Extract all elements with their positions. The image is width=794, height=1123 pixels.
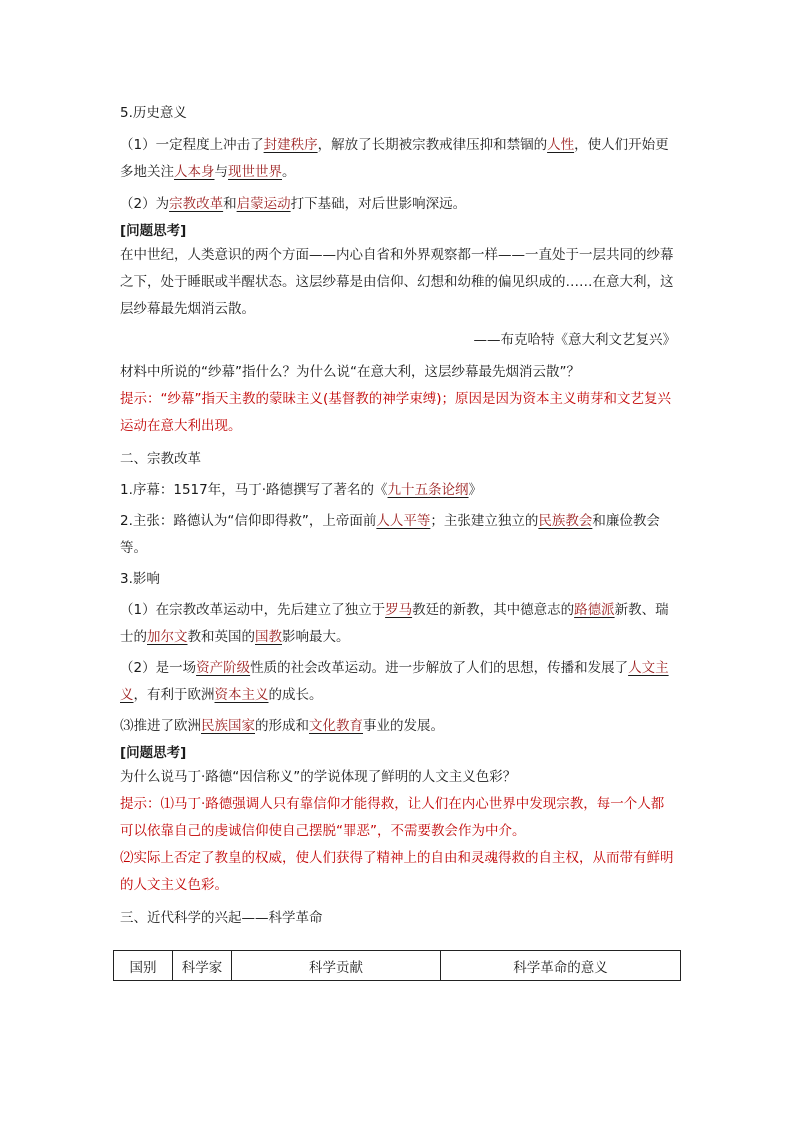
s5-paragraph-1: （1）一定程度上冲击了封建秩序，解放了长期被宗教戒律压抑和禁锢的人性，使人们开始更多地关注人本身与现世世界。	[120, 137, 669, 180]
table-header-cell: 科学贡献	[232, 951, 441, 981]
section-2-title: 二、宗教改革	[120, 451, 201, 467]
s2-item-1: 1.序幕：1517年，马丁·路德撰写了著名的《九十五条论纲》	[120, 482, 483, 498]
answer-hint-2b: ⑵实际上否定了教皇的权威，使人们获得了精神上的自由和灵魂得救的自主权，从而带有鲜明的人文主义色彩。	[120, 850, 674, 893]
answer-hint-2a: 提示：⑴马丁·路德强调人只有靠信仰才能得救，让人们在内心世界中发现宗教，每一个人都可以依靠自己的虔诚信仰使自己摆脱“罪恶”，不需要教会作为中介。	[120, 796, 665, 839]
s2-impact-2: （2）是一场资产阶级性质的社会改革运动。进一步解放了人们的思想，传播和发展了人文主义，有利于欧洲资本主义的成长。	[120, 660, 669, 703]
question-2: 为什么说马丁·路德“因信称义”的学说体现了鲜明的人文主义色彩？	[120, 769, 517, 785]
table-header-row	[114, 951, 681, 981]
section-3-title: 三、近代科学的兴起——科学革命	[120, 910, 323, 926]
s2-impact-3: ⑶推进了欧洲民族国家的形成和文化教育事业的发展。	[120, 718, 444, 734]
question-1: 材料中所说的“纱幕”指什么？为什么说“在意大利，这层纱幕最先烟消云散”？	[120, 364, 580, 380]
section-5-title: 5.历史意义	[120, 105, 187, 121]
quote-text: 在中世纪，人类意识的两个方面——内心自省和外界观察都一样——一直处于一层共同的纱幕之下，处于睡眠或半醒状态。这层纱幕是由信仰、幻想和幼稚的偏见织成的……在意大利，这层纱幕最先烟消云散。	[120, 247, 674, 317]
s5-paragraph-2: （2）为宗教改革和启蒙运动打下基础，对后世影响深远。	[120, 196, 467, 212]
science-revolution-table	[113, 950, 681, 981]
quote-source: ——布克哈特《意大利文艺复兴》	[473, 332, 676, 348]
s2-item-3: 3.影响	[120, 571, 160, 587]
table-header-cell: 科学革命的意义	[441, 951, 681, 981]
s2-item-2: 2.主张：路德认为“信仰即得救”，上帝面前人人平等；主张建立独立的民族教会和廉俭教会等。	[120, 513, 660, 556]
answer-hint-1: 提示：“纱幕”指天主教的蒙昧主义(基督教的神学束缚)；原因是因为资本主义萌芽和文艺复兴运动在意大利出现。	[120, 391, 672, 434]
question-think-label-2: [问题思考]	[120, 745, 187, 761]
s2-impact-1: （1）在宗教改革运动中，先后建立了独立于罗马教廷的新教，其中德意志的路德派新教、瑞士的加尔文教和英国的国教影响最大。	[120, 602, 669, 645]
table-header-cell: 国别	[114, 951, 173, 981]
question-think-label-1: [问题思考]	[120, 223, 187, 239]
table-header-cell: 科学家	[173, 951, 232, 981]
document-body	[120, 98, 676, 932]
